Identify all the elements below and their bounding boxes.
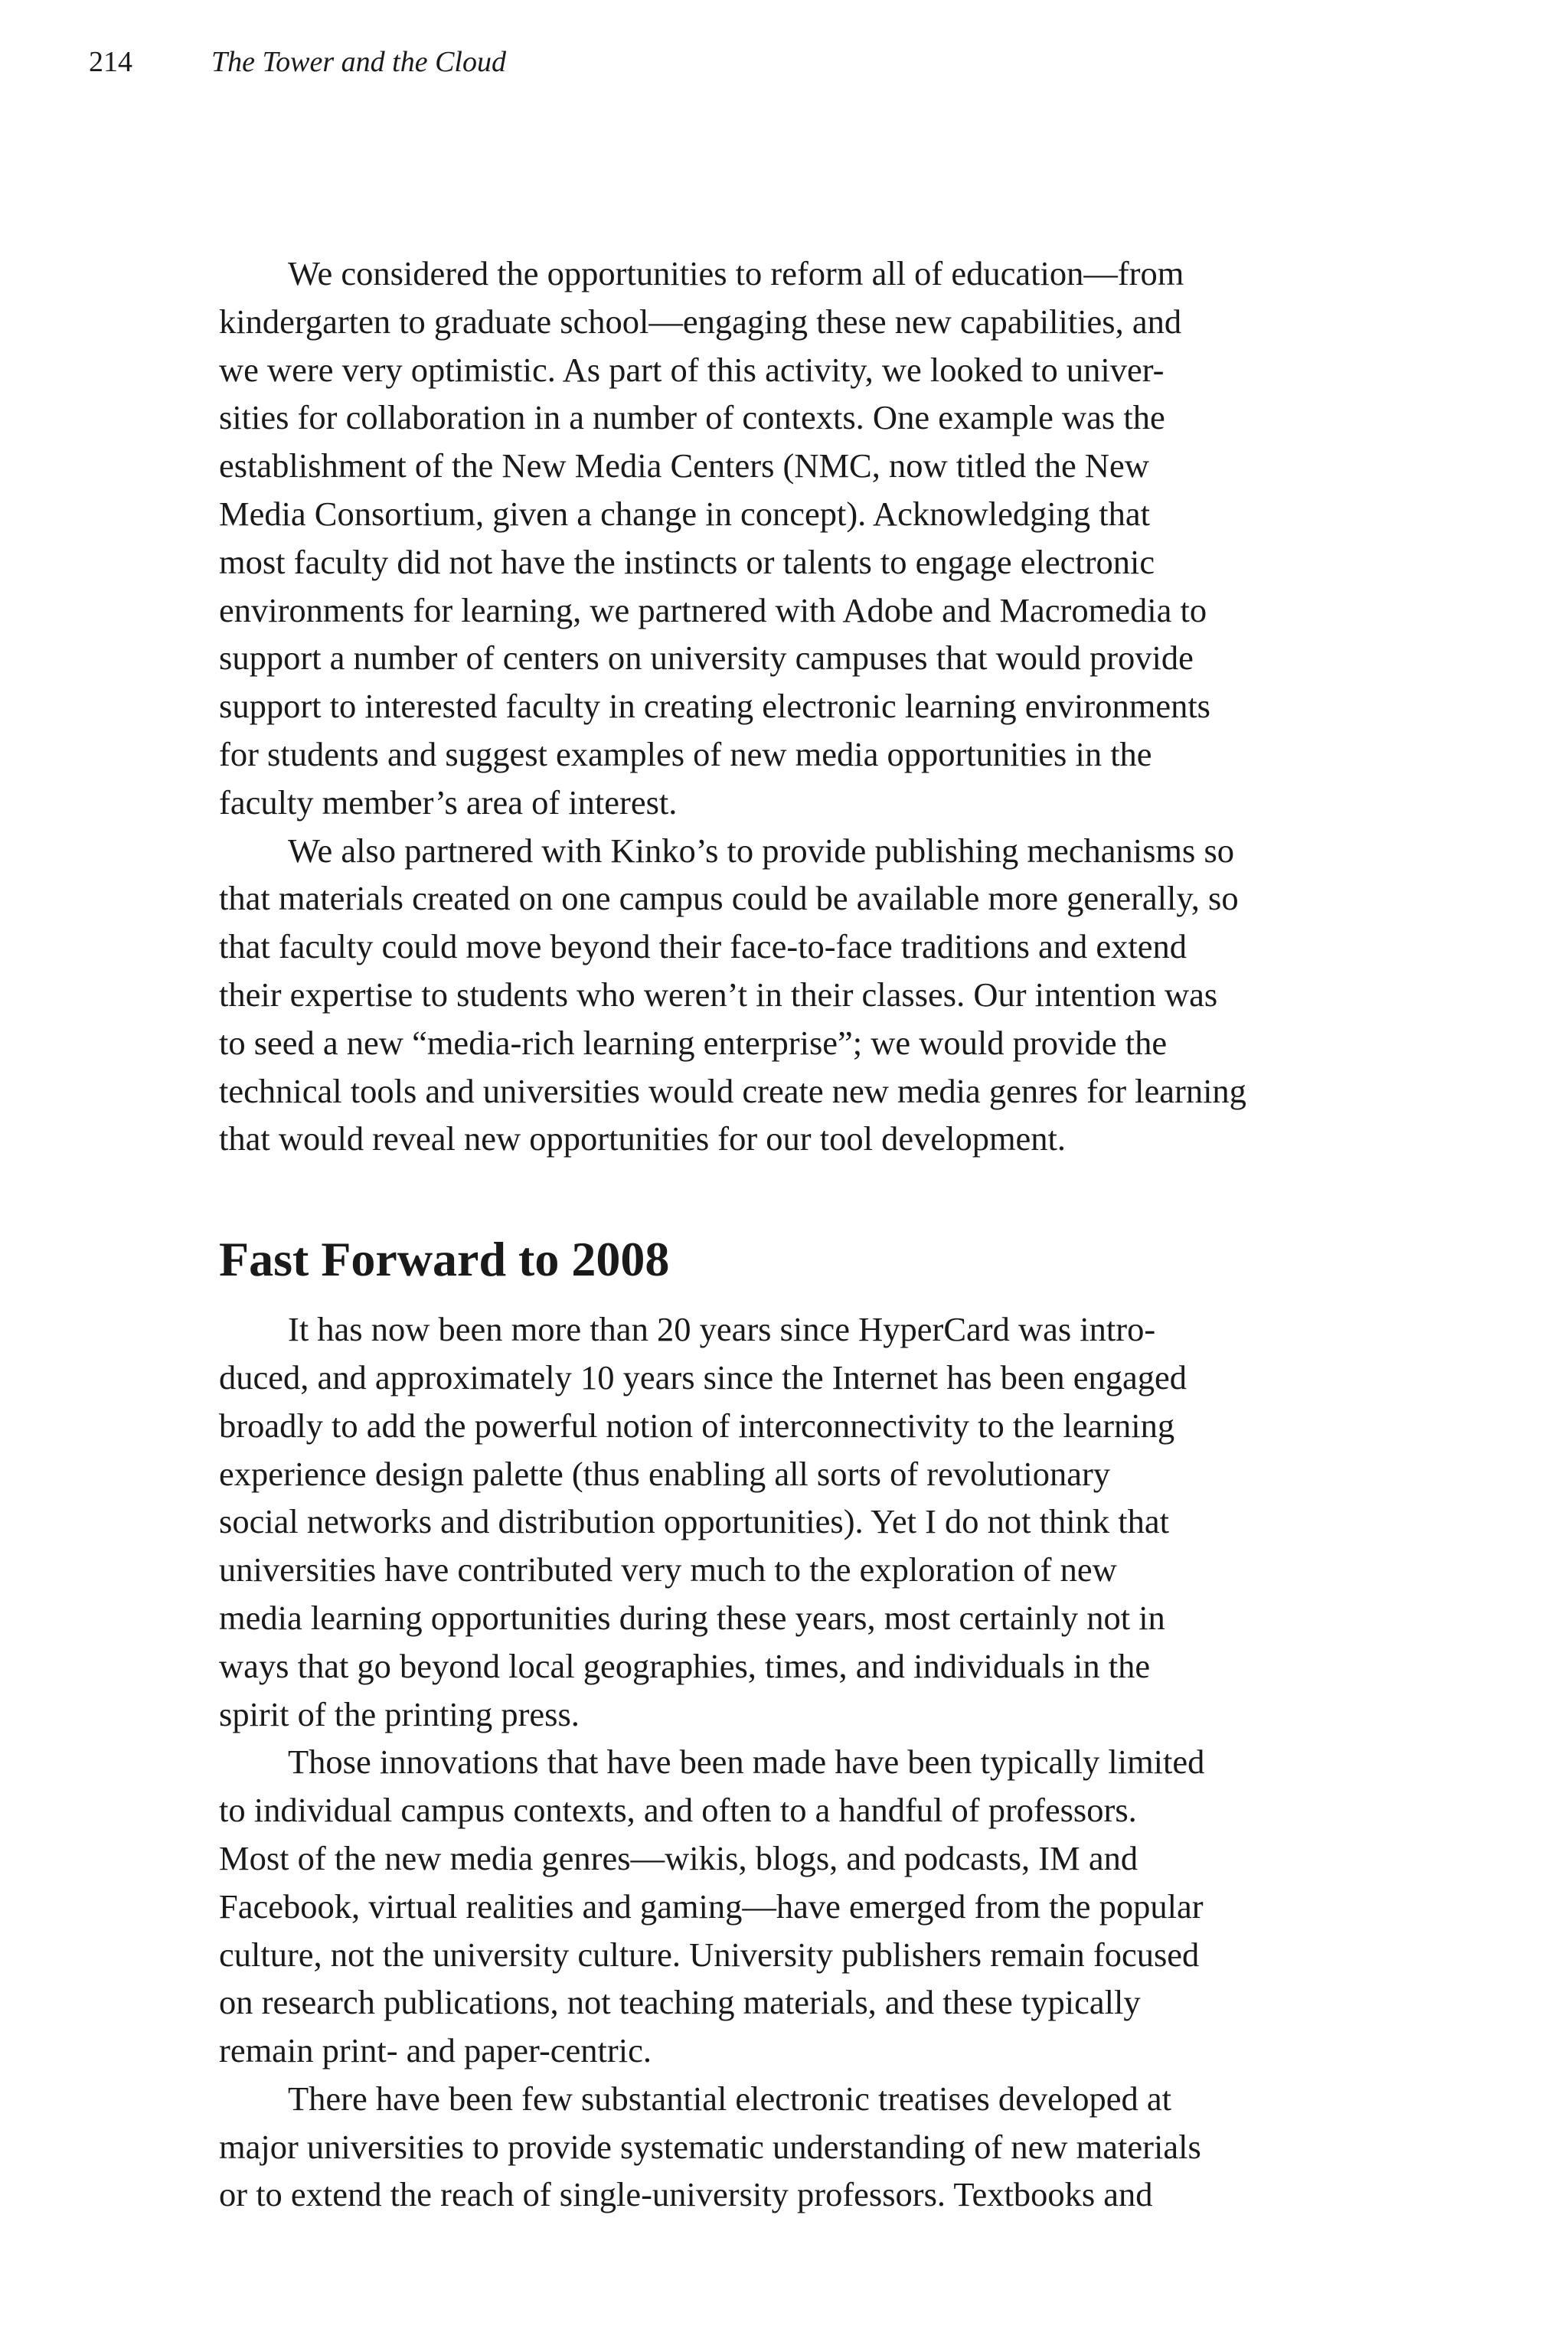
text-line: It has now been more than 20 years since HyperCard was intro- (288, 1310, 1156, 1349)
text-line: We also partnered with Kinko’s to provide publishing mechanisms so (288, 831, 1235, 870)
text-line: support a number of centers on university campuses that would provide (219, 639, 1194, 678)
paragraph (219, 1738, 1351, 2075)
text-line: to seed a new “media-rich learning enterprise”; we would provide the (219, 1023, 1168, 1062)
paragraph (219, 827, 1351, 1164)
text-line: Facebook, virtual realities and gaming—have emerged from the popular (219, 1886, 1204, 1926)
text-line: universities have contributed very much to the exploration of new (219, 1550, 1117, 1589)
text-line: duced, and approximately 10 years since the Internet has been engaged (219, 1357, 1187, 1396)
text-line: sities for collaboration in a number of contexts. One example was the (219, 398, 1165, 437)
text-line: that faculty could move beyond their face-to-face traditions and extend (219, 927, 1187, 966)
section-heading: Fast Forward to 2008 (219, 1232, 670, 1287)
text-line: their expertise to students who weren’t in their classes. Our intention was (219, 975, 1218, 1014)
text-line: that would reveal new opportunities for our tool development. (219, 1119, 1067, 1158)
text-line: environments for learning, we partnered with Adobe and Macromedia to (219, 590, 1207, 629)
text-line: support to interested faculty in creating electronic learning environments (219, 687, 1210, 726)
text-line: on research publications, not teaching materials, and these typically (219, 1983, 1141, 2022)
text-line: Media Consortium, given a change in concept). Acknowledging that (219, 494, 1151, 533)
text-line: Those innovations that have been made have been typically limited (288, 1743, 1205, 1782)
paragraph (219, 1305, 1351, 1738)
text-line: technical tools and universities would create new media genres for learning (219, 1071, 1246, 1110)
text-line: experience design palette (thus enabling all sorts of revolutionary (219, 1454, 1111, 1493)
text-line: to individual campus contexts, and often to a handful of professors. (219, 1791, 1137, 1830)
paragraph (219, 250, 1351, 827)
text-line: for students and suggest examples of new media opportunities in the (219, 734, 1152, 773)
text-line: or to extend the reach of single-university professors. Textbooks and (219, 2175, 1153, 2214)
text-line: We considered the opportunities to reform all of education—from (288, 254, 1184, 292)
text-line: major universities to provide systematic understanding of new materials (219, 2127, 1201, 2166)
paragraph (219, 2075, 1351, 2219)
text-line: culture, not the university culture. University publishers remain focused (219, 1935, 1200, 1974)
text-line: There have been few substantial electronic treatises developed at (288, 2079, 1172, 2118)
text-line: establishment of the New Media Centers (NMC, now titled the New (219, 446, 1149, 485)
text-line: ways that go beyond local geographies, times, and individuals in the (219, 1646, 1151, 1685)
text-line: faculty member’s area of interest. (219, 782, 678, 822)
text-line: that materials created on one campus could be available more generally, so (219, 879, 1239, 918)
text-line: spirit of the printing press. (219, 1694, 580, 1733)
text-line: we were very optimistic. As part of this activity, we looked to univer- (219, 350, 1165, 389)
text-line: media learning opportunities during these years, most certainly not in (219, 1598, 1165, 1637)
text-line: most faculty did not have the instincts or talents to engage electronic (219, 542, 1155, 581)
text-line: social networks and distribution opportunities). Yet I do not think that (219, 1502, 1169, 1541)
text-line: broadly to add the powerful notion of interconnectivity to the learning (219, 1406, 1175, 1445)
running-header (89, 47, 506, 77)
body-text (219, 250, 1351, 2219)
book-title: The Tower and the Cloud (211, 46, 506, 78)
text-line: Most of the new media genres—wikis, blogs, and podcasts, IM and (219, 1838, 1138, 1877)
text-line: kindergarten to graduate school—engaging these new capabilities, and (219, 302, 1182, 341)
text-line: remain print- and paper-centric. (219, 2031, 652, 2070)
page-number: 214 (89, 46, 132, 78)
